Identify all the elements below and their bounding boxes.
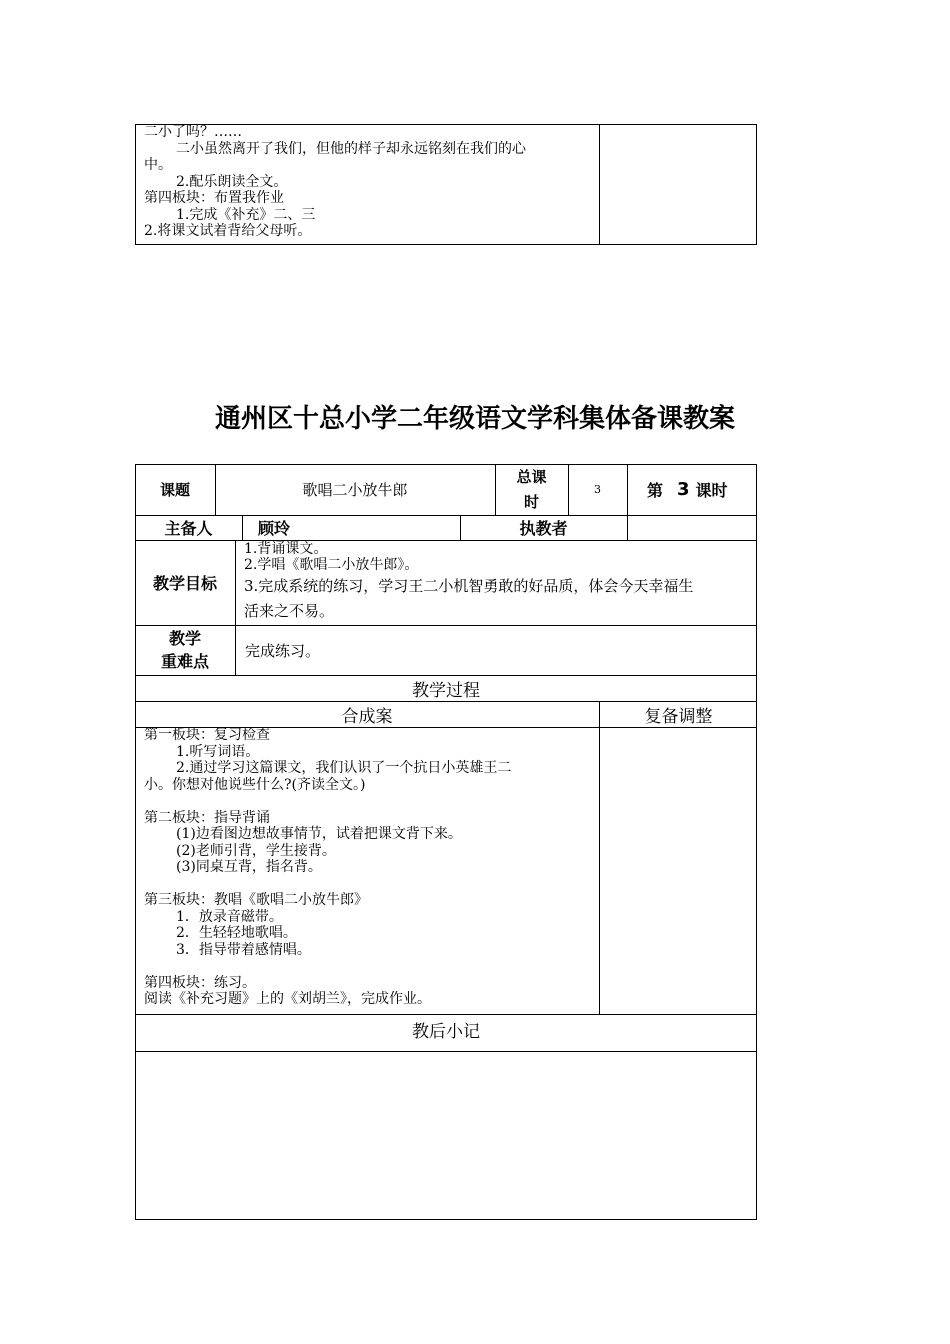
plan-line: (3)同桌互背，指名背。: [176, 859, 322, 875]
prev-line: 二小虽然离开了我们，但他的样子却永远铭刻在我们的心: [176, 140, 526, 157]
prev-line: 二小了吗？……: [144, 124, 242, 140]
plan-line: 第二板块：指导背诵: [144, 809, 270, 826]
notes-label: 教后小记: [412, 1021, 480, 1042]
prev-line: 2.将课文试着背给父母听。: [144, 223, 312, 239]
lesson-number: [628, 464, 757, 515]
difficulty-label-line2: 重难点: [160, 652, 209, 671]
col-divider: [242, 515, 243, 540]
goal-item: 2.学唱《歌唱二小放牛郎》。: [244, 557, 419, 573]
prev-table-content: [144, 124, 596, 240]
page-title: 通州区十总小学二年级语文学科集体备课教案: [214, 403, 735, 434]
goals-label: 教学目标: [152, 574, 217, 593]
plan-line: 1.听写词语。: [176, 743, 260, 760]
total-hours-label-line2: 时: [523, 492, 539, 511]
plan-line: [144, 793, 596, 810]
total-hours-label: [495, 464, 568, 515]
difficulty-value: 完成练习。: [245, 641, 321, 660]
goals-content: [244, 541, 754, 623]
plan-line: 阅读《补充习题》上的《刘胡兰》，完成作业。: [144, 991, 431, 1007]
plan-line: [144, 876, 596, 893]
plan-line: 第三板块：教唱《歌唱二小放牛郎》: [144, 892, 368, 908]
plan-line: 2.通过学习这篇课文，我们认识了一个抗日小英雄王二: [176, 760, 512, 776]
teacher-value: [628, 515, 757, 540]
adjust-label: 复备调整: [644, 707, 713, 727]
topic-label: 课题: [159, 481, 190, 499]
col-divider: [599, 701, 600, 1014]
teacher-label: 执教者: [519, 519, 568, 538]
lesson-number-value: 3: [677, 479, 690, 500]
preparer-value: 顾玲: [258, 519, 291, 538]
prev-line: 2.配乐朗读全文。: [176, 173, 288, 190]
plan-line: 小。你想对他说些什么?(齐读全文。): [144, 776, 366, 793]
lesson-number-prefix: 第: [647, 481, 664, 500]
plan-line: 3．指导带着感情唱。: [176, 941, 311, 958]
process-label: 教学过程: [412, 681, 480, 701]
plan-content: [144, 727, 596, 1008]
goal-item: 1.背诵课文。: [244, 541, 328, 557]
lesson-number-suffix: 课时: [695, 481, 728, 500]
prev-line: 1.完成《补充》二、三: [176, 206, 316, 223]
plan-line: [144, 958, 596, 975]
plan-label: 合成案: [341, 707, 393, 727]
total-hours-label-line1: 总课: [516, 467, 547, 486]
plan-line: 1．放录音磁带。: [176, 908, 283, 925]
plan-line: 2．生轻轻地歌唱。: [176, 925, 297, 941]
topic-value: 歌唱二小放牛郎: [302, 481, 408, 499]
difficulty-label: [135, 625, 235, 675]
col-divider: [235, 540, 236, 675]
preparer-label: 主备人: [164, 519, 213, 538]
goal-item: 活来之不易。: [244, 602, 335, 620]
plan-line: (1)边看图边想故事情节，试着把课文背下来。: [176, 826, 462, 842]
plan-line: 第四板块：练习。: [144, 974, 256, 991]
difficulty-label-line1: 教学: [168, 629, 201, 648]
prev-line: 第四板块：布置我作业: [144, 190, 284, 206]
plan-line: (2)老师引背，学生接背。: [176, 842, 336, 859]
goal-item: 3.完成系统的练习，学习王二小机智勇敢的好品质，体会今天幸福生: [244, 577, 694, 595]
prev-table-divider: [599, 124, 600, 245]
plan-line: 第一板块：复习检查: [144, 727, 270, 743]
total-hours-value: 3: [594, 483, 601, 496]
prev-line: 中。: [144, 157, 172, 173]
row-divider: [135, 1051, 757, 1052]
